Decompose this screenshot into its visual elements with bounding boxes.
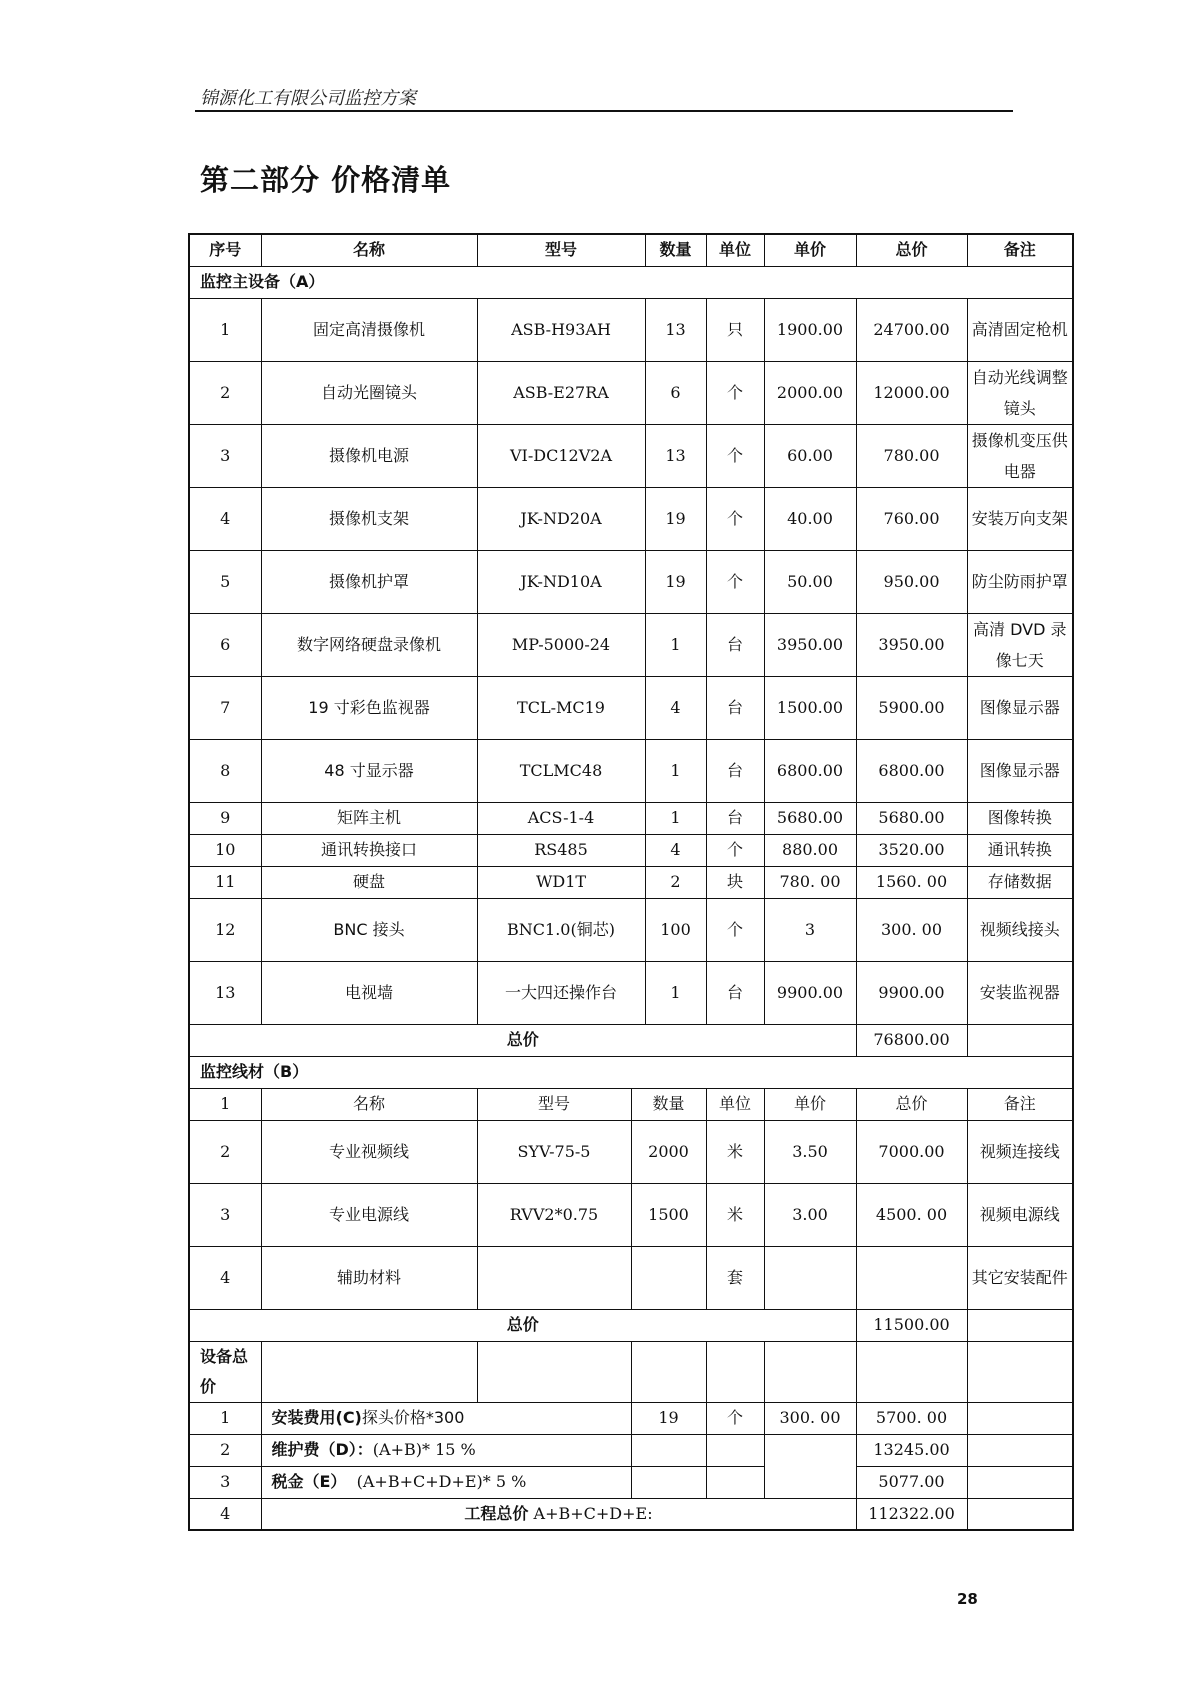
install-unit: 个 <box>706 1402 764 1434</box>
cell-model: SYV-75-5 <box>477 1120 631 1183</box>
cell-qty: 13 <box>645 298 706 361</box>
cell-name: 摄像机护罩 <box>261 550 477 613</box>
cell-unit-price: 780. 00 <box>764 866 856 898</box>
cell-name: 辅助材料 <box>261 1246 477 1309</box>
tax-formula: (A+B+C+D+E)* 5 % <box>356 1472 527 1491</box>
cell-unit-price: 50.00 <box>764 550 856 613</box>
summary-blank-6 <box>856 1341 967 1402</box>
cell-unit: 个 <box>706 361 764 424</box>
table-row <box>189 298 1073 361</box>
table-row <box>189 1183 1073 1246</box>
cell-no: 10 <box>189 834 261 866</box>
group-b-header-name: 名称 <box>261 1088 477 1120</box>
header-no: 序号 <box>189 234 261 266</box>
group-b-header-model: 型号 <box>477 1088 631 1120</box>
header-name: 名称 <box>261 234 477 266</box>
cell-qty: 1500 <box>631 1183 706 1246</box>
summary-blank-3 <box>631 1341 706 1402</box>
cell-name: 自动光圈镜头 <box>261 361 477 424</box>
cell-unit-price: 3.00 <box>764 1183 856 1246</box>
tax-remark <box>967 1466 1073 1498</box>
grand-label: 工程总价 <box>464 1503 529 1523</box>
cell-unit: 个 <box>706 487 764 550</box>
install-formula: 探头价格*300 <box>361 1408 465 1427</box>
cell-model: WD1T <box>477 866 645 898</box>
cell-model: ASB-E27RA <box>477 361 645 424</box>
cell-qty: 1 <box>645 613 706 676</box>
group-b-header-remark: 备注 <box>967 1088 1073 1120</box>
install-qty: 19 <box>631 1402 706 1434</box>
cell-name: 摄像机电源 <box>261 424 477 487</box>
cell-remark: 视频线接头 <box>967 898 1073 961</box>
group-b-header-row <box>189 1088 1073 1120</box>
install-total: 5700. 00 <box>856 1402 967 1434</box>
cell-total: 12000.00 <box>856 361 967 424</box>
cell-unit-price: 60.00 <box>764 424 856 487</box>
cell-model <box>477 1246 631 1309</box>
cell-unit-price: 5680.00 <box>764 802 856 834</box>
cell-no: 3 <box>189 1466 261 1498</box>
cell-unit-price: 880.00 <box>764 834 856 866</box>
table-row <box>189 361 1073 424</box>
cell-model: 一大四还操作台 <box>477 961 645 1024</box>
group-b-header-unit-price: 单价 <box>764 1088 856 1120</box>
table-row <box>189 898 1073 961</box>
price-list-table-main <box>188 233 1074 1531</box>
group-b-title: 监控线材（B） <box>189 1056 1073 1088</box>
cell-qty: 19 <box>645 487 706 550</box>
maintenance-formula: (A+B)* 15 % <box>372 1440 476 1459</box>
cell-unit-price: 40.00 <box>764 487 856 550</box>
summary-header-row <box>189 1341 1073 1402</box>
cell-total: 4500. 00 <box>856 1183 967 1246</box>
cell-remark: 安装监视器 <box>967 961 1073 1024</box>
cell-model: RVV2*0.75 <box>477 1183 631 1246</box>
page-number: 28 <box>957 1590 978 1608</box>
cell-name: 摄像机支架 <box>261 487 477 550</box>
header-unit-price: 单价 <box>764 234 856 266</box>
cell-total: 300. 00 <box>856 898 967 961</box>
header-model: 型号 <box>477 234 645 266</box>
maintenance-total: 13245.00 <box>856 1434 967 1466</box>
grand-remark <box>967 1498 1073 1530</box>
cell-unit: 套 <box>706 1246 764 1309</box>
cell-qty: 19 <box>645 550 706 613</box>
summary-install-row <box>189 1402 1073 1434</box>
cell-total: 5900.00 <box>856 676 967 739</box>
summary-grand-row <box>189 1498 1073 1530</box>
table-row <box>189 1120 1073 1183</box>
cell-unit: 台 <box>706 613 764 676</box>
group-a-total-value: 76800.00 <box>856 1024 967 1056</box>
cell-no: 11 <box>189 866 261 898</box>
cell-remark: 摄像机变压供电器 <box>967 424 1073 487</box>
cell-no: 3 <box>189 424 261 487</box>
cell-model: BNC1.0(铜芯) <box>477 898 645 961</box>
tax-total: 5077.00 <box>856 1466 967 1498</box>
cell-total: 950.00 <box>856 550 967 613</box>
cell-total: 7000.00 <box>856 1120 967 1183</box>
cell-total: 760.00 <box>856 487 967 550</box>
table-header-row <box>189 234 1073 266</box>
grand-total: 112322.00 <box>856 1498 967 1530</box>
cell-remark: 图像显示器 <box>967 739 1073 802</box>
cell-unit: 个 <box>706 424 764 487</box>
cell-no: 1 <box>189 298 261 361</box>
grand-label-cell <box>261 1498 856 1530</box>
cell-total: 24700.00 <box>856 298 967 361</box>
group-a-title-row <box>189 266 1073 298</box>
section-title: 第二部分 价格清单 <box>200 163 452 197</box>
cell-unit: 台 <box>706 739 764 802</box>
cell-remark: 安装万向支架 <box>967 487 1073 550</box>
group-a-total-remark <box>967 1024 1073 1056</box>
table-row <box>189 1246 1073 1309</box>
maintenance-tax-blank <box>764 1434 856 1498</box>
cell-name: 固定高清摄像机 <box>261 298 477 361</box>
cell-no: 8 <box>189 739 261 802</box>
group-b-header-total: 总价 <box>856 1088 967 1120</box>
maintenance-label: 维护费（D）： <box>271 1440 373 1459</box>
table-row <box>189 802 1073 834</box>
cell-name: BNC 接头 <box>261 898 477 961</box>
cell-unit-price: 9900.00 <box>764 961 856 1024</box>
cell-remark: 图像显示器 <box>967 676 1073 739</box>
group-a-total-label: 总价 <box>189 1024 856 1056</box>
cell-model: ASB-H93AH <box>477 298 645 361</box>
cell-model: VI-DC12V2A <box>477 424 645 487</box>
maintenance-blank-1 <box>631 1434 706 1466</box>
group-a-total-row <box>189 1024 1073 1056</box>
cell-qty: 13 <box>645 424 706 487</box>
cell-no: 7 <box>189 676 261 739</box>
cell-unit-price <box>764 1246 856 1309</box>
cell-no: 2 <box>189 361 261 424</box>
summary-tax-row <box>189 1466 1073 1498</box>
cell-unit: 米 <box>706 1183 764 1246</box>
cell-unit: 个 <box>706 834 764 866</box>
group-a-title: 监控主设备（A） <box>189 266 1073 298</box>
cell-no: 1 <box>189 1088 261 1120</box>
cell-qty: 1 <box>645 961 706 1024</box>
cell-name: 数字网络硬盘录像机 <box>261 613 477 676</box>
table-row <box>189 866 1073 898</box>
group-b-header-unit: 单位 <box>706 1088 764 1120</box>
cell-qty: 1 <box>645 739 706 802</box>
table-row <box>189 739 1073 802</box>
cell-qty: 4 <box>645 834 706 866</box>
cell-no: 1 <box>189 1402 261 1434</box>
cell-no: 6 <box>189 613 261 676</box>
cell-unit-price: 1500.00 <box>764 676 856 739</box>
maintenance-label-cell <box>261 1434 631 1466</box>
summary-blank-5 <box>764 1341 856 1402</box>
cell-no: 2 <box>189 1120 261 1183</box>
cell-total: 1560. 00 <box>856 866 967 898</box>
cell-name: 矩阵主机 <box>261 802 477 834</box>
cell-model: ACS-1-4 <box>477 802 645 834</box>
cell-model: JK-ND10A <box>477 550 645 613</box>
cell-remark: 自动光线调整镜头 <box>967 361 1073 424</box>
cell-unit: 个 <box>706 550 764 613</box>
cell-unit: 台 <box>706 676 764 739</box>
cell-no: 4 <box>189 1246 261 1309</box>
tax-blank-1 <box>631 1466 706 1498</box>
cell-unit-price: 3 <box>764 898 856 961</box>
cell-remark: 高清固定枪机 <box>967 298 1073 361</box>
cell-remark: 其它安装配件 <box>967 1246 1073 1309</box>
install-remark <box>967 1402 1073 1434</box>
document-header: 锦源化工有限公司监控方案 <box>200 88 416 109</box>
cell-total: 9900.00 <box>856 961 967 1024</box>
cell-name: 电视墙 <box>261 961 477 1024</box>
tax-label-cell <box>261 1466 631 1498</box>
cell-unit-price: 6800.00 <box>764 739 856 802</box>
tax-blank-2 <box>706 1466 764 1498</box>
grand-formula: A+B+C+D+E: <box>533 1503 653 1523</box>
group-b-total-remark <box>967 1309 1073 1341</box>
cell-total: 3520.00 <box>856 834 967 866</box>
cell-remark: 图像转换 <box>967 802 1073 834</box>
cell-qty <box>631 1246 706 1309</box>
cell-total <box>856 1246 967 1309</box>
cell-qty: 2 <box>645 866 706 898</box>
cell-no: 4 <box>189 487 261 550</box>
cell-qty: 2000 <box>631 1120 706 1183</box>
summary-maintenance-row <box>189 1434 1073 1466</box>
cell-remark: 存储数据 <box>967 866 1073 898</box>
summary-blank-1 <box>261 1341 477 1402</box>
cell-qty: 6 <box>645 361 706 424</box>
group-b-title-row <box>189 1056 1073 1088</box>
cell-remark: 通讯转换 <box>967 834 1073 866</box>
cell-unit: 米 <box>706 1120 764 1183</box>
maintenance-remark <box>967 1434 1073 1466</box>
cell-model: TCL-MC19 <box>477 676 645 739</box>
cell-no: 2 <box>189 1434 261 1466</box>
group-b-header-qty: 数量 <box>631 1088 706 1120</box>
table-row <box>189 613 1073 676</box>
cell-unit: 块 <box>706 866 764 898</box>
group-b-total-value: 11500.00 <box>856 1309 967 1341</box>
cell-no: 3 <box>189 1183 261 1246</box>
cell-name: 硬盘 <box>261 866 477 898</box>
header-rule <box>195 110 1013 112</box>
group-b-total-label: 总价 <box>189 1309 856 1341</box>
cell-no: 12 <box>189 898 261 961</box>
table-row <box>189 550 1073 613</box>
cell-no: 4 <box>189 1498 261 1530</box>
cell-unit-price: 3.50 <box>764 1120 856 1183</box>
summary-blank-2 <box>477 1341 631 1402</box>
install-label-cell <box>261 1402 631 1434</box>
cell-no: 13 <box>189 961 261 1024</box>
cell-remark: 视频连接线 <box>967 1120 1073 1183</box>
header-remark: 备注 <box>967 234 1073 266</box>
install-unit-price: 300. 00 <box>764 1402 856 1434</box>
cell-unit-price: 2000.00 <box>764 361 856 424</box>
table-row <box>189 424 1073 487</box>
cell-qty: 4 <box>645 676 706 739</box>
cell-unit: 个 <box>706 898 764 961</box>
cell-no: 9 <box>189 802 261 834</box>
table-row <box>189 834 1073 866</box>
cell-no: 5 <box>189 550 261 613</box>
summary-blank-7 <box>967 1341 1073 1402</box>
cell-remark: 视频电源线 <box>967 1183 1073 1246</box>
cell-unit: 台 <box>706 802 764 834</box>
cell-remark: 高清 DVD 录像七天 <box>967 613 1073 676</box>
header-total: 总价 <box>856 234 967 266</box>
cell-remark: 防尘防雨护罩 <box>967 550 1073 613</box>
cell-model: MP-5000-24 <box>477 613 645 676</box>
cell-name: 专业电源线 <box>261 1183 477 1246</box>
cell-qty: 1 <box>645 802 706 834</box>
install-label: 安装费用(C) <box>271 1408 362 1427</box>
cell-name: 通讯转换接口 <box>261 834 477 866</box>
header-qty: 数量 <box>645 234 706 266</box>
cell-unit: 只 <box>706 298 764 361</box>
header-unit: 单位 <box>706 234 764 266</box>
summary-blank-4 <box>706 1341 764 1402</box>
cell-unit: 台 <box>706 961 764 1024</box>
group-b-total-row <box>189 1309 1073 1341</box>
cell-model: TCLMC48 <box>477 739 645 802</box>
cell-name: 19 寸彩色监视器 <box>261 676 477 739</box>
cell-qty: 100 <box>645 898 706 961</box>
summary-label: 设备总价 <box>189 1341 261 1402</box>
cell-unit-price: 3950.00 <box>764 613 856 676</box>
cell-unit-price: 1900.00 <box>764 298 856 361</box>
maintenance-blank-2 <box>706 1434 764 1466</box>
table-row <box>189 961 1073 1024</box>
cell-total: 780.00 <box>856 424 967 487</box>
table-row <box>189 487 1073 550</box>
tax-label: 税金（E） <box>271 1472 347 1491</box>
cell-name: 专业视频线 <box>261 1120 477 1183</box>
cell-total: 3950.00 <box>856 613 967 676</box>
cell-model: JK-ND20A <box>477 487 645 550</box>
cell-model: RS485 <box>477 834 645 866</box>
cell-name: 48 寸显示器 <box>261 739 477 802</box>
cell-total: 5680.00 <box>856 802 967 834</box>
table-row <box>189 676 1073 739</box>
cell-total: 6800.00 <box>856 739 967 802</box>
